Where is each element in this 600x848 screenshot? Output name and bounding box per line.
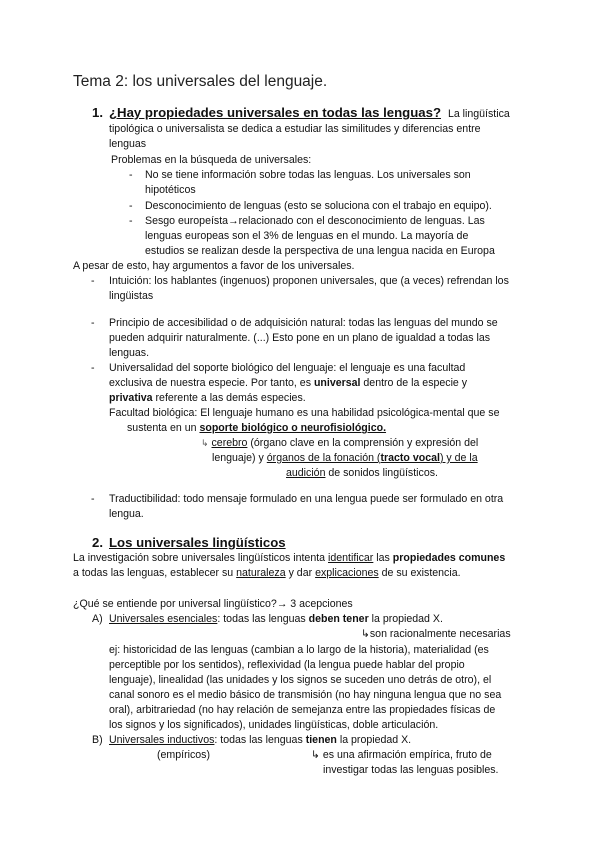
argument-2-line-1: Principio de accesibilidad o de adquisición natural: todas las lenguas del mundo se (109, 317, 498, 329)
underlined-term: Universales inductivos (109, 734, 215, 746)
text-run: la propiedad X. (336, 734, 412, 746)
list-label-a: A) (92, 613, 103, 625)
text-run: La investigación sobre universales lingüísticos intenta (73, 552, 328, 564)
section-1-heading-line (109, 104, 510, 122)
underlined-term: identificar (328, 552, 374, 564)
text-run: de sonidos lingüísticos. (325, 467, 438, 479)
cerebro-line (201, 436, 478, 452)
list-label-b: B) (92, 734, 103, 746)
bold-term: propiedades comunes (392, 552, 506, 564)
underlined-term: naturaleza (236, 567, 286, 579)
universales-esenciales-line (109, 612, 443, 627)
ejemplos-line-4: canal sonoro es el medio básico de transmisión (no hay ninguna lengua que no sea (109, 689, 502, 701)
section-2-intro-line-1 (73, 551, 505, 566)
a-pesar-line: A pesar de esto, hay argumentos a favor de los universales. (73, 260, 355, 272)
argument-1-line-1: Intuición: los hablantes (ingenuos) proponen universales, que (a veces) refrendan los (109, 275, 509, 287)
empiricos-label: (empíricos) (157, 749, 210, 761)
argument-4-line-1: Traductibilidad: todo mensaje formulado en una lengua puede ser formulado en otra (109, 493, 504, 505)
afirmacion-empirica-line-2: investigar todas las lenguas posibles. (323, 764, 499, 776)
bullet-dash: - (91, 317, 95, 329)
ejemplos-line-1: ej: historicidad de las lenguas (cambian a lo largo de la historia), materialidad (es (109, 644, 489, 656)
ejemplos-line-5: oral), arbitrariedad (no hay relación de semejanza entre las propiedades físicas de (109, 704, 496, 716)
bold-term: tienen (305, 734, 337, 746)
problem-2: Desconocimiento de lenguas (esto se soluciona con el trabajo en equipo). (145, 200, 492, 212)
ejemplos-line-2: perceptible por los sentidos), reflexividad (la lengua puede hablar del propio (109, 659, 465, 671)
facultad-biologica-line-2 (127, 421, 386, 436)
text-run: exclusiva de nuestra especie. Por tanto, es (109, 377, 314, 389)
text-run: dentro de la especie y (360, 377, 468, 389)
underlined-term: órganos de la fonación (266, 452, 374, 464)
problems-heading: Problemas en la búsqueda de universales: (111, 154, 312, 166)
argument-1-line-2: lingüistas (109, 290, 154, 302)
argument-2-line-2: pueden adquirir naturalmente. (...) Esto pone en un plano de igualdad a todas las (109, 332, 491, 344)
organos-line (212, 451, 478, 466)
argument-3-line-3 (109, 391, 306, 406)
argument-4-line-2: lengua. (109, 508, 144, 520)
underlined-term: audición (286, 467, 326, 479)
argument-2-line-3: lenguas. (109, 347, 150, 359)
text-run: : todas las lenguas (214, 734, 306, 746)
bold-underlined-term: soporte biológico o neurofisiológico. (199, 422, 387, 434)
bullet-dash: - (91, 275, 95, 287)
afirmacion-empirica-line-1: ↳ es una afirmación empírica, fruto de (311, 749, 492, 761)
section-1-intro-line-2: tipológica o universalista se dedica a estudiar las similitudes y diferencias entre (109, 123, 481, 135)
bold-underlined-term: tracto vocal (380, 452, 440, 464)
section-2-heading: Los universales lingüísticos (109, 535, 286, 550)
argument-3-line-2 (109, 376, 467, 391)
text-run: referente a las demás especies. (152, 392, 306, 404)
problem-3-line-2: lenguas europeas son el 3% de lenguas en el mundo. La mayoría de (145, 230, 469, 242)
text-run: las (373, 552, 393, 564)
question-line: ¿Qué se entiende por universal lingüístico?→ 3 acepciones (73, 598, 353, 610)
bold-term: deben tener (308, 613, 369, 625)
return-arrow-icon: ↳ (201, 439, 209, 449)
text-run: de su existencia. (378, 567, 461, 579)
text-run: la propiedad X. (368, 613, 443, 625)
text-run: (órgano clave en la comprensión y expresión del (247, 437, 479, 449)
text-run: ( (373, 452, 381, 464)
bold-term: privativa (109, 392, 153, 404)
section-1-number: 1. (92, 105, 103, 120)
argument-3-line-1: Universalidad del soporte biológico del lenguaje: el lenguaje es una facultad (109, 362, 466, 374)
universales-inductivos-line (109, 733, 411, 748)
text-run: sustenta en un (127, 422, 200, 434)
facultad-biologica-line-1: Facultad biológica: El lenguaje humano es una habilidad psicológica-mental que se (109, 407, 500, 419)
problem-1-line-2: hipotéticos (145, 184, 196, 196)
bold-term: universal (313, 377, 361, 389)
bullet-dash: - (129, 200, 133, 212)
section-1-heading: ¿Hay propiedades universales en todas las lenguas? (109, 105, 441, 120)
racionalmente-necesarias-line: ↳son racionalmente necesarias (361, 628, 511, 640)
section-2-number: 2. (92, 535, 103, 550)
audicion-line (286, 466, 438, 481)
bullet-dash: - (91, 362, 95, 374)
problem-3-line-3: estudios se realizan desde la perspectiva de una lengua nacida en Europa (145, 245, 495, 257)
section-2-intro-line-2 (73, 566, 461, 581)
ejemplos-line-3: lenguaje), linealidad (las unidades y los signos se suceden uno detrás de otro), el (109, 674, 492, 686)
underlined-term: Universales esenciales (109, 613, 218, 625)
problem-3-line-1: Sesgo europeísta→relacionado con el desconocimiento de lenguas. Las (145, 215, 485, 227)
ejemplos-line-6: los signos y los significados), unidades lingüísticas, doble articulación. (109, 719, 439, 731)
bullet-dash: - (129, 169, 133, 181)
underlined-term: ) y de la (439, 452, 478, 464)
underlined-term: cerebro (211, 437, 248, 449)
bullet-dash: - (91, 493, 95, 505)
text-run: a todas las lenguas, establecer su (73, 567, 237, 579)
page-title: Tema 2: los universales del lenguaje. (73, 73, 328, 90)
bullet-dash: - (129, 215, 133, 227)
section-1-intro-line-3: lenguas (109, 138, 147, 150)
text-run: : todas las lenguas (217, 613, 309, 625)
section-1-intro-tail: La lingüística (447, 108, 510, 120)
text-run: y dar (285, 567, 316, 579)
text-run: lenguaje) y (212, 452, 267, 464)
underlined-term: explicaciones (315, 567, 379, 579)
problem-1-line-1: No se tiene información sobre todas las lenguas. Los universales son (145, 169, 471, 181)
